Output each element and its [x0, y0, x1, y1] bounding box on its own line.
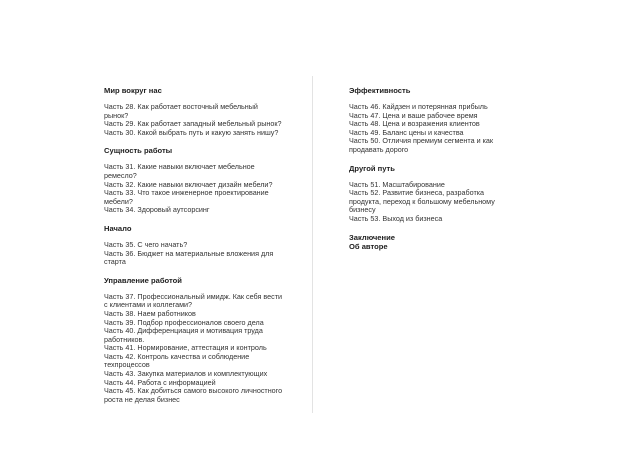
toc-entry: Часть 40. Дифференциация и мотивация труда работников. — [104, 326, 263, 344]
section-work-management — [104, 276, 284, 405]
about-author-heading: Об авторе — [349, 241, 388, 251]
section-heading: Начало — [104, 223, 132, 233]
toc-entry: Часть 44. Работа с информацией — [104, 377, 216, 387]
toc-entry: Часть 33. Что такое инженерное проектирование мебели? — [104, 188, 269, 206]
toc-entry: Часть 30. Какой выбрать путь и какую занять нишу? — [104, 127, 279, 137]
section-another-path — [349, 164, 509, 224]
column-divider — [312, 76, 313, 413]
toc-entry: Часть 31. Какие навыки включает мебельное ремесло? — [104, 162, 255, 180]
toc-entry: Часть 53. Выход из бизнеса — [349, 213, 443, 223]
toc-entry: Часть 43. Закупка материалов и комплектующих — [104, 369, 268, 379]
toc-entry: Часть 50. Отличия премиум сегмента и как продавать дорого — [349, 136, 494, 154]
section-heading: Другой путь — [349, 163, 395, 173]
toc-entry: Часть 49. Баланс цены и качества — [349, 127, 464, 137]
section-beginning — [104, 224, 284, 267]
toc-entry: Часть 32. Какие навыки включает дизайн мебели? — [104, 179, 273, 189]
conclusion-heading: Заключение — [349, 232, 396, 242]
toc-entry: Часть 46. Кайдзен и потерянная прибыль — [349, 102, 488, 111]
section-heading: Управление работой — [104, 275, 182, 285]
toc-entry: Часть 51. Масштабирование — [349, 179, 445, 189]
toc-entry: Часть 48. Цена и возражения клиентов — [349, 119, 480, 129]
toc-entry: Часть 47. Цена и ваше рабочее время — [349, 110, 478, 120]
section-efficiency — [349, 86, 509, 155]
left-column — [104, 86, 284, 404]
toc-entry: Часть 28. Как работает восточный мебельный рынок? — [104, 102, 258, 120]
closing-section — [349, 233, 509, 251]
toc-entry: Часть 34. Здоровый аутсорсинг — [104, 205, 210, 215]
toc-entry: Часть 45. Как добиться самого высокого личностного роста не делая бизнес — [104, 386, 283, 404]
section-essence-of-work — [104, 146, 284, 215]
toc-entry: Часть 29. Как работает западный мебельный рынок? — [104, 119, 282, 129]
toc-entry: Часть 52. Развитие бизнеса, разработка продукта, переход к большому мебельному бизнесу — [349, 188, 495, 215]
toc-entry: Часть 37. Профессиональный имидж. Как себя вести с клиентами и коллегами? — [104, 291, 283, 310]
section-heading: Мир вокруг нас — [104, 86, 162, 95]
toc-entry: Часть 42. Контроль качества и соблюдение техпроцессов — [104, 351, 250, 370]
toc-entry: Часть 36. Бюджет на материальные вложения для старта — [104, 248, 274, 267]
section-heading: Сущность работы — [104, 146, 173, 156]
section-heading: Эффективность — [349, 86, 411, 95]
toc-entry: Часть 38. Наем работников — [104, 308, 196, 318]
right-column — [349, 86, 509, 251]
toc-entry: Часть 39. Подбор профессионалов своего дела — [104, 317, 264, 327]
section-world-around — [104, 86, 284, 137]
toc-entry: Часть 35. С чего начать? — [104, 239, 188, 249]
toc-entry: Часть 41. Нормирование, аттестация и контроль — [104, 343, 267, 353]
